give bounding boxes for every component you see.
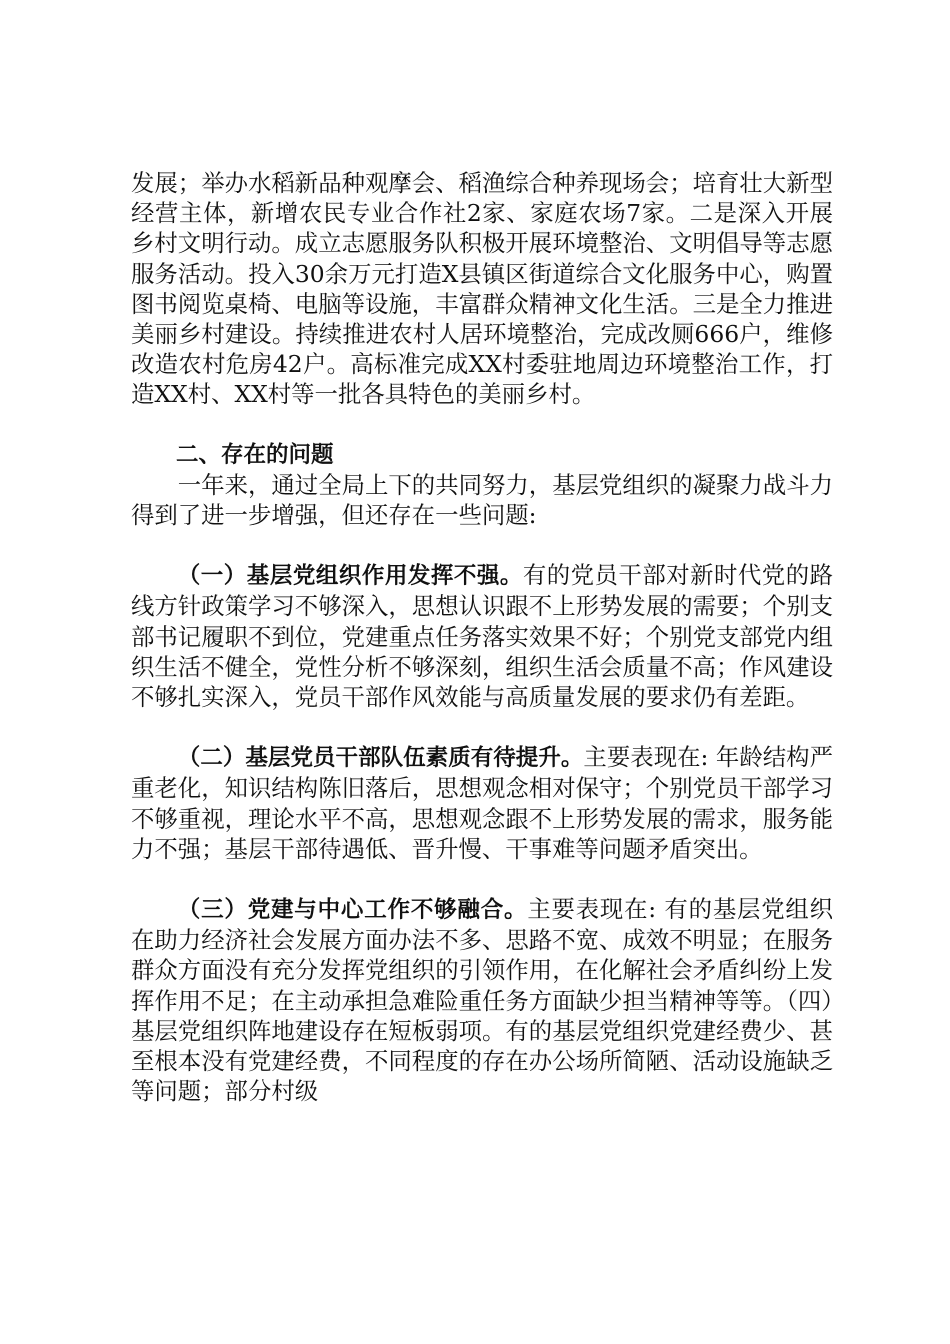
issue-body-2: 主要表现在: 年龄结构严重老化，知识结构陈旧落后，思想观念相对保守；个别党员干部学习不够重视，理论水平不高，思想观念跟不上形势发展的需求，服务能力不强；基层干部待遇低、晋升慢、干事难等问题矛盾突出。: [131, 743, 833, 863]
issue-paragraph-2: [131, 742, 833, 864]
issue-paragraph-3: [131, 894, 833, 1106]
issue-body-3: 主要表现在: 有的基层党组织在助力经济社会发展方面办法不多、思路不宽、成效不明显；在服务群众方面没有充分发挥党组织的引领作用，在化解社会矛盾纠纷上发挥作用不足；在主动承担急难险重任务方面缺少担当精神等等。（四）基层党组织阵地建设存在短板弱项。有的基层党组织党建经费少、甚至根本没有党建经费，不同程度的存在办公场所简陋、活动设施缺乏等问题；部分村级: [131, 895, 833, 1106]
document-body: [131, 168, 833, 1106]
section-heading: 二、存在的问题: [176, 441, 334, 468]
issue-lead-3: （三）党建与中心工作不够融合。: [177, 897, 528, 924]
issue-paragraph-1: [131, 560, 833, 712]
issue-body-1: 有的党员干部对新时代党的路线方针政策学习不够深入，思想认识跟不上形势发展的需要；个别支部书记履职不到位，党建重点任务落实效果不好；个别党支部党内组织生活不健全，党性分析不够深刻，组织生活会质量不高；作风建设不够扎实深入，党员干部作风效能与高质量发展的要求仍有差距。: [131, 561, 833, 712]
issue-lead-1: （一）基层党组织作用发挥不强。: [177, 563, 523, 590]
summary-paragraph: 一年来，通过全局上下的共同努力，基层党组织的凝聚力战斗力得到了进一步增强，但还存在一些问题:: [131, 470, 833, 530]
issue-lead-2: （二）基层党员干部队伍素质有待提升。: [177, 745, 584, 772]
intro-paragraph: 发展；举办水稻新品种观摩会、稻渔综合种养现场会；培育壮大新型经营主体，新增农民专业合作社2家、家庭农场7家。二是深入开展乡村文明行动。成立志愿服务队积极开展环境整治、文明倡导等志愿服务活动。投入30余万元打造X县镇区街道综合文化服务中心，购置图书阅览桌椅、电脑等设施，丰富群众精神文化生活。三是全力推进美丽乡村建设。持续推进农村人居环境整治，完成改厕666户，维修改造农村危房42户。高标准完成XX村委驻地周边环境整治工作，打造XX村、XX村等一批各具特色的美丽乡村。: [131, 169, 833, 409]
